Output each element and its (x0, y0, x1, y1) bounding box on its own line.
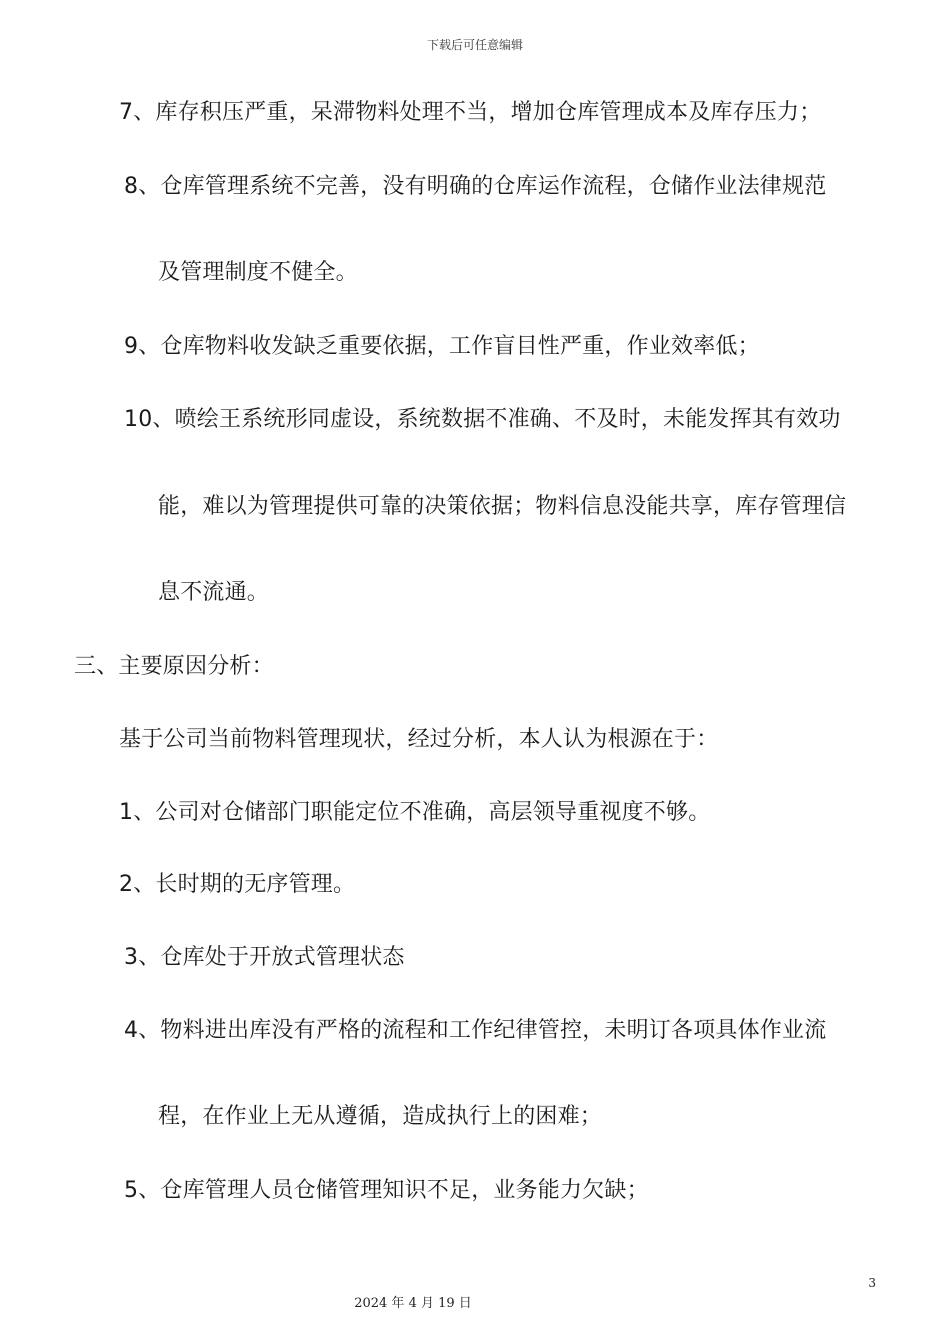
cause-item-1: 1、公司对仓储部门职能定位不准确，高层领导重视度不够。 (119, 800, 711, 825)
cause-item-2: 2、长时期的无序管理。 (119, 872, 356, 897)
list-item-8: 8、仓库管理系统不完善，没有明确的仓库运作流程，仓储作业法律规范 (124, 174, 827, 199)
list-item-9: 9、仓库物料收发缺乏重要依据，工作盲目性严重，作业效率低； (124, 334, 760, 359)
cause-item-5: 5、仓库管理人员仓储管理知识不足，业务能力欠缺； (124, 1178, 649, 1203)
list-item-8-continuation: 及管理制度不健全。 (158, 260, 358, 285)
cause-item-3: 3、仓库处于开放式管理状态 (124, 945, 405, 970)
cause-item-4: 4、物料进出库没有严格的流程和工作纪律管控，未明订各项具体作业流 (124, 1018, 827, 1043)
list-item-7: 7、库存积压严重，呆滞物料处理不当，增加仓库管理成本及库存压力； (119, 100, 822, 125)
section-heading: 三、主要原因分析： (74, 654, 274, 679)
page-number: 3 (868, 1276, 876, 1290)
cause-item-4-continuation: 程，在作业上无从遵循，造成执行上的困难； (158, 1104, 603, 1129)
page-header: 下载后可任意编辑 (426, 38, 523, 52)
list-item-10-continuation-1: 能，难以为管理提供可靠的决策依据；物料信息没能共享，库存管理信 (158, 494, 847, 519)
intro-paragraph: 基于公司当前物料管理现状，经过分析，本人认为根源在于： (119, 727, 719, 752)
list-item-10: 10、喷绘王系统形同虚设，系统数据不准确、不及时，未能发挥其有效功 (124, 407, 841, 432)
list-item-10-continuation-2: 息不流通。 (158, 580, 270, 605)
footer-date: 2024 年 4 月 19 日 (354, 1296, 472, 1311)
